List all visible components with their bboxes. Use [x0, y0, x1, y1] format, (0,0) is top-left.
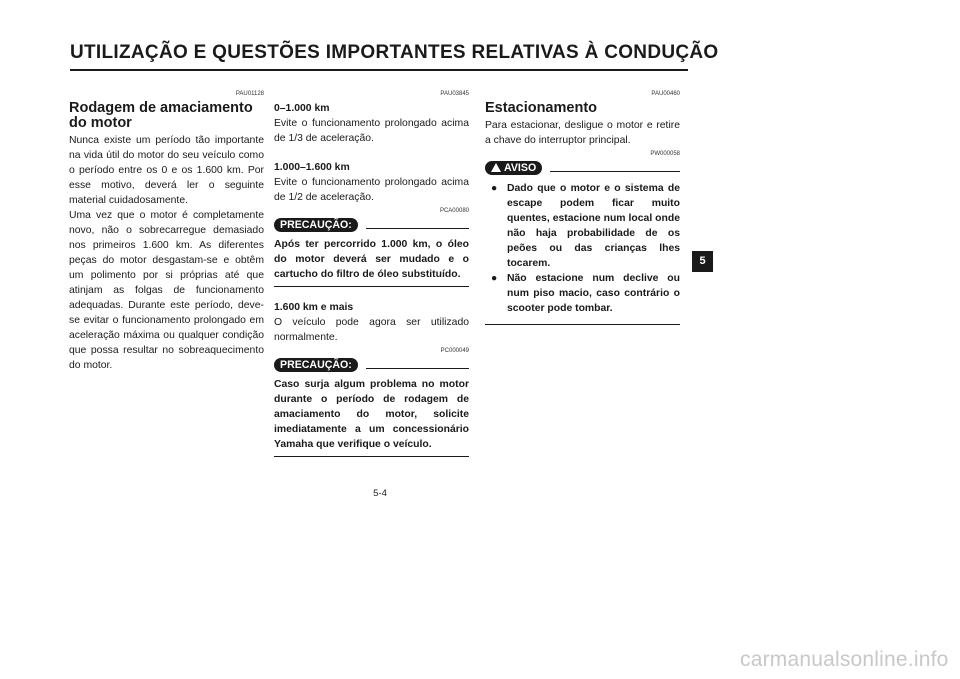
warning-rule	[550, 171, 680, 172]
step-text-0-1000: Evite o funcionamento prolongado acima de 1/3 de aceleração.	[274, 118, 469, 144]
warning-end-rule	[485, 316, 680, 325]
warning-triangle-icon	[491, 163, 501, 172]
caution-rule	[366, 368, 469, 369]
caution-box-engine-problem	[274, 377, 469, 457]
warning-label: AVISO	[504, 162, 537, 174]
step-title-1000-1600: 1.000–1.600 km	[274, 162, 350, 173]
warning-item-text: Não estacione num declive ou num piso macio, caso contrário o scooter pode tombar.	[507, 273, 680, 314]
caution-text-engine-problem: Caso surja algum problema no motor durante o período de rodagem de amaciamento do motor, solicite imediatamente a um concessionário Yamaha que verifique o veículo.	[274, 379, 469, 450]
warning-code: PW000058	[650, 151, 680, 157]
caution-header	[274, 358, 469, 372]
section-code: PAU00460	[651, 91, 680, 97]
step-title-1600-plus: 1.600 km e mais	[274, 302, 354, 313]
section-code: PAU01128	[235, 91, 264, 97]
caution-text-oil-change: Após ter percorrido 1.000 km, o óleo do motor deverá ser mudado e o cartucho do filtro de óleo substituído.	[274, 239, 469, 280]
warning-item-text: Dado que o motor e o sistema de escape podem ficar muito quentes, estacione num local onde não haja probabilidade de os peões ou das crianças lhes tocarem.	[507, 183, 680, 269]
step-title-0-1000: 0–1.000 km	[274, 103, 330, 114]
parking-text: Para estacionar, desligue o motor e retire a chave do interruptor principal.	[485, 120, 680, 146]
bullet-icon: ●	[491, 183, 498, 194]
warning-item	[485, 181, 680, 271]
section-code: PAU03845	[440, 91, 469, 97]
bullet-icon: ●	[491, 273, 498, 284]
break-in-paragraph-1: Nunca existe um período tão importante na vida útil do motor do seu veículo como o período entre os 0 e os 1.600 km. Por esse motivo, deverá ler o seguinte material cuidadosamente.	[69, 135, 264, 206]
caution-box-oil-change	[274, 237, 469, 287]
section-heading-break-in: Rodagem de amaciamento do motor	[69, 100, 253, 131]
caution-rule	[366, 228, 469, 229]
caution-badge: PRECAUÇÃO:	[274, 218, 358, 232]
page-title: UTILIZAÇÃO E QUESTÕES IMPORTANTES RELATIVAS À CONDUÇÃO	[70, 42, 719, 63]
column-break-in-steps	[274, 90, 469, 457]
column-break-in	[69, 90, 264, 373]
page-number: 5-4	[373, 488, 387, 499]
caution-code: PC000049	[440, 348, 469, 354]
watermark: carmanualsonline.info	[740, 648, 949, 671]
chapter-tab: 5	[692, 251, 713, 272]
warning-badge	[485, 161, 542, 175]
caution-header	[274, 218, 469, 232]
title-rule	[70, 69, 688, 71]
step-text-1600-plus: O veículo pode agora ser utilizado normalmente.	[274, 317, 469, 343]
column-parking	[485, 90, 680, 325]
caution-badge: PRECAUÇÃO:	[274, 358, 358, 372]
step-text-1000-1600: Evite o funcionamento prolongado acima de 1/2 de aceleração.	[274, 177, 469, 203]
break-in-paragraph-2: Uma vez que o motor é completamente novo, não o sobrecarregue demasiado nos primeiros 1.600 km. As diferentes peças do motor desgastam-se e obtêm um polimento por si próprias até que atinjam as folgas de funcionamento adequadas. Durante este período, deve-se evitar o funcionamento prolongado em aceleração máxima ou qualquer condição que possa resultar no sobreaquecimento do motor.	[69, 210, 264, 371]
warning-header	[485, 161, 680, 175]
caution-code: PCA00080	[439, 208, 469, 214]
warning-item	[485, 271, 680, 316]
warning-list	[485, 181, 680, 316]
section-heading-parking: Estacionamento	[485, 100, 597, 116]
